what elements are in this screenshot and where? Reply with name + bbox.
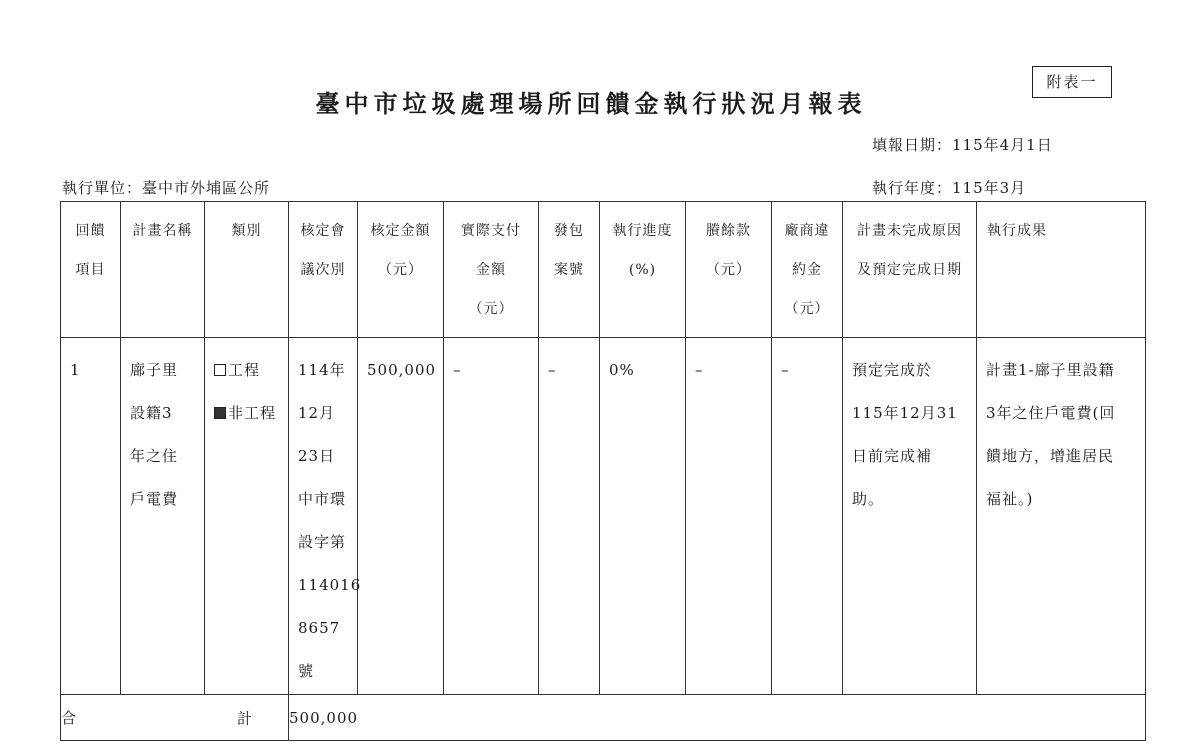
cell-penalty: –	[772, 338, 843, 695]
cell-plan-name: 廍子里 設籍3 年之住 戶電費	[121, 338, 205, 695]
table-row	[61, 338, 1146, 695]
engineering-checkbox	[214, 364, 226, 376]
cell-item: 1	[61, 338, 121, 695]
total-label	[61, 695, 289, 741]
header-actual-paid: 實際支付 金額 （元）	[444, 202, 539, 338]
header-plan-name: 計畫名稱	[121, 202, 205, 338]
cell-progress: 0%	[600, 338, 686, 695]
executing-unit: 執行單位：臺中市外埔區公所	[62, 179, 271, 197]
header-penalty: 廠商違 約金 （元）	[772, 202, 843, 338]
cell-approved-amount: 500,000	[358, 338, 444, 695]
cell-meeting: 114年 12月 23日 中市環 設字第 114016 8657 號	[289, 338, 358, 695]
cell-result: 計畫1-廍子里設籍 3年之住戶電費(回 饋地方，增進居民 福祉。)	[977, 338, 1146, 695]
engineering-label: 工程	[228, 361, 261, 379]
cell-actual-paid: –	[444, 338, 539, 695]
header-contract-no: 發包 案號	[539, 202, 600, 338]
fill-date: 填報日期：115年4月1日	[872, 136, 1053, 154]
execution-year: 執行年度：115年3月	[872, 179, 1027, 197]
header-result: 執行成果	[977, 202, 1146, 338]
header-surplus: 賸餘款 （元）	[686, 202, 772, 338]
header-row	[61, 202, 1146, 338]
total-amount: 500,000	[289, 695, 1146, 741]
header-approved-amount: 核定金額 （元）	[358, 202, 444, 338]
header-meeting: 核定會 議次別	[289, 202, 358, 338]
cell-surplus: –	[686, 338, 772, 695]
cell-category	[205, 338, 289, 695]
non-engineering-label: 非工程	[228, 404, 277, 422]
total-label-right: 計	[237, 709, 254, 727]
report-title: 臺中市垃圾處理場所回饋金執行狀況月報表	[315, 89, 867, 118]
total-label-left: 合	[61, 709, 78, 727]
report-table	[60, 201, 1146, 741]
header-progress: 執行進度 (%)	[600, 202, 686, 338]
header-reason: 計畫未完成原因 及預定完成日期	[843, 202, 977, 338]
cell-reason: 預定完成於 115年12月31 日前完成補 助。	[843, 338, 977, 695]
total-row	[61, 695, 1146, 741]
header-feedback-item: 回饋 項目	[61, 202, 121, 338]
cell-contract-no: –	[539, 338, 600, 695]
non-engineering-checkbox	[214, 407, 226, 419]
attachment-label: 附表一	[1032, 66, 1112, 98]
header-category: 類別	[205, 202, 289, 338]
